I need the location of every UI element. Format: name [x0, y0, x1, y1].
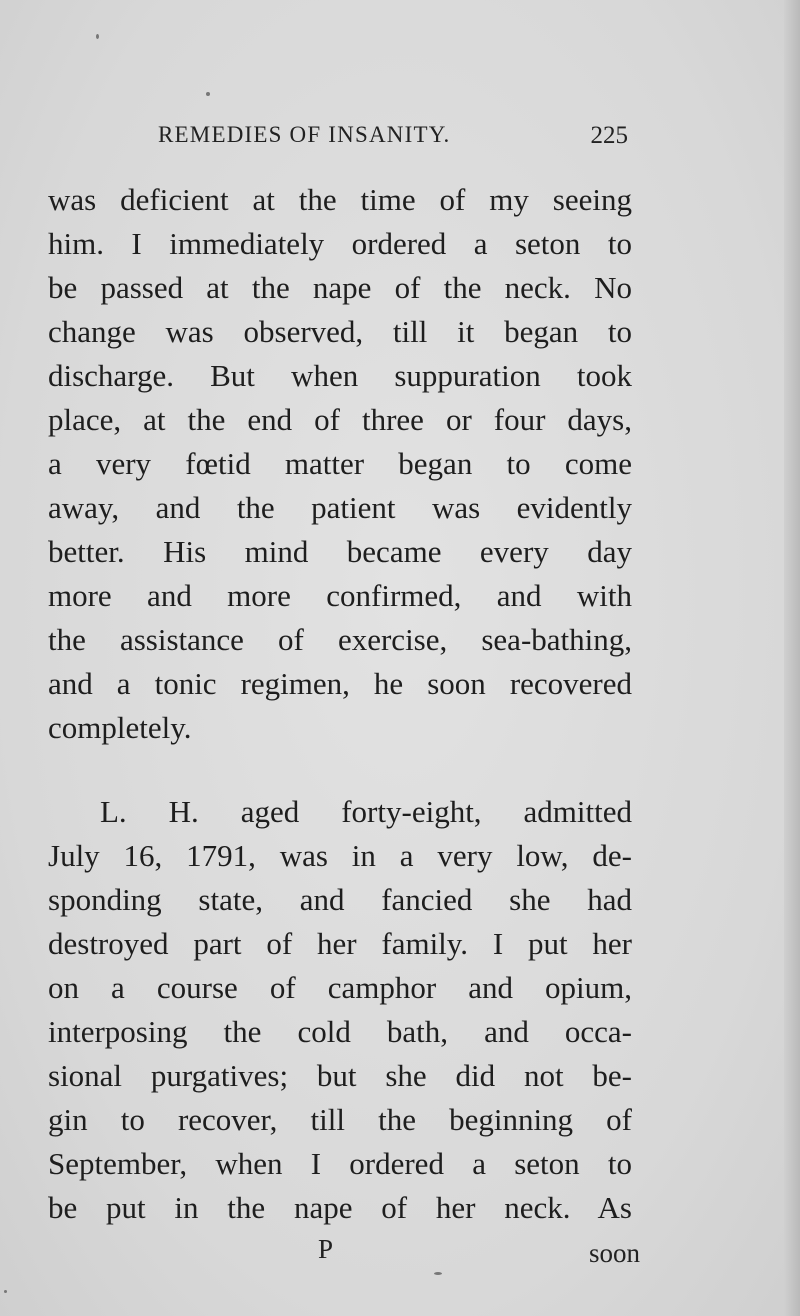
text-line: be put in the nape of her neck. As [48, 1190, 632, 1225]
paragraph-1 [48, 178, 632, 750]
catchword: soon [588, 1238, 640, 1268]
paper-speck [206, 92, 210, 96]
text-line: sional purgatives; but she did not be- [48, 1058, 632, 1093]
signature-mark: P [318, 1234, 334, 1264]
text-line: on a course of camphor and opium, [48, 970, 632, 1005]
text-line: place, at the end of three or four days, [48, 402, 632, 437]
text-line: gin to recover, till the beginning of [48, 1102, 632, 1137]
text-line: July 16, 1791, was in a very low, de- [48, 838, 632, 873]
text-line: away, and the patient was evidently [48, 490, 632, 525]
text-line: discharge. But when suppuration took [48, 358, 632, 393]
text-line: a very fœtid matter began to come [48, 446, 632, 481]
text-line: L. H. aged forty-eight, admitted [100, 794, 632, 829]
text-line: interposing the cold bath, and occa- [48, 1014, 632, 1049]
paragraph-2 [48, 790, 632, 1230]
text-line: sponding state, and fancied she had [48, 882, 632, 917]
text-line: be passed at the nape of the neck. No [48, 270, 632, 305]
text-line: September, when I ordered a seton to [48, 1146, 632, 1181]
text-line: him. I immediately ordered a seton to [48, 226, 632, 261]
text-line: completely. [48, 710, 192, 745]
text-line: change was observed, till it began to [48, 314, 632, 349]
paper-speck [96, 34, 99, 39]
text-line: was deficient at the time of my seeing [48, 182, 632, 217]
text-line: and a tonic regimen, he soon recovered [48, 666, 632, 701]
page-number: 225 [590, 122, 628, 149]
text-line: the assistance of exercise, sea-bathing, [48, 622, 632, 657]
text-line: better. His mind became every day [48, 534, 632, 569]
text-line: destroyed part of her family. I put her [48, 926, 632, 961]
page-header [48, 122, 632, 156]
paper-speck [434, 1272, 442, 1275]
page-edge [784, 0, 800, 1316]
text-line: more and more confirmed, and with [48, 578, 632, 613]
catchword-container [480, 1238, 640, 1269]
paper-speck [4, 1290, 7, 1293]
paragraph-gap [48, 750, 632, 790]
body-text [48, 178, 632, 1230]
running-head: REMEDIES OF INSANITY. [158, 122, 451, 147]
